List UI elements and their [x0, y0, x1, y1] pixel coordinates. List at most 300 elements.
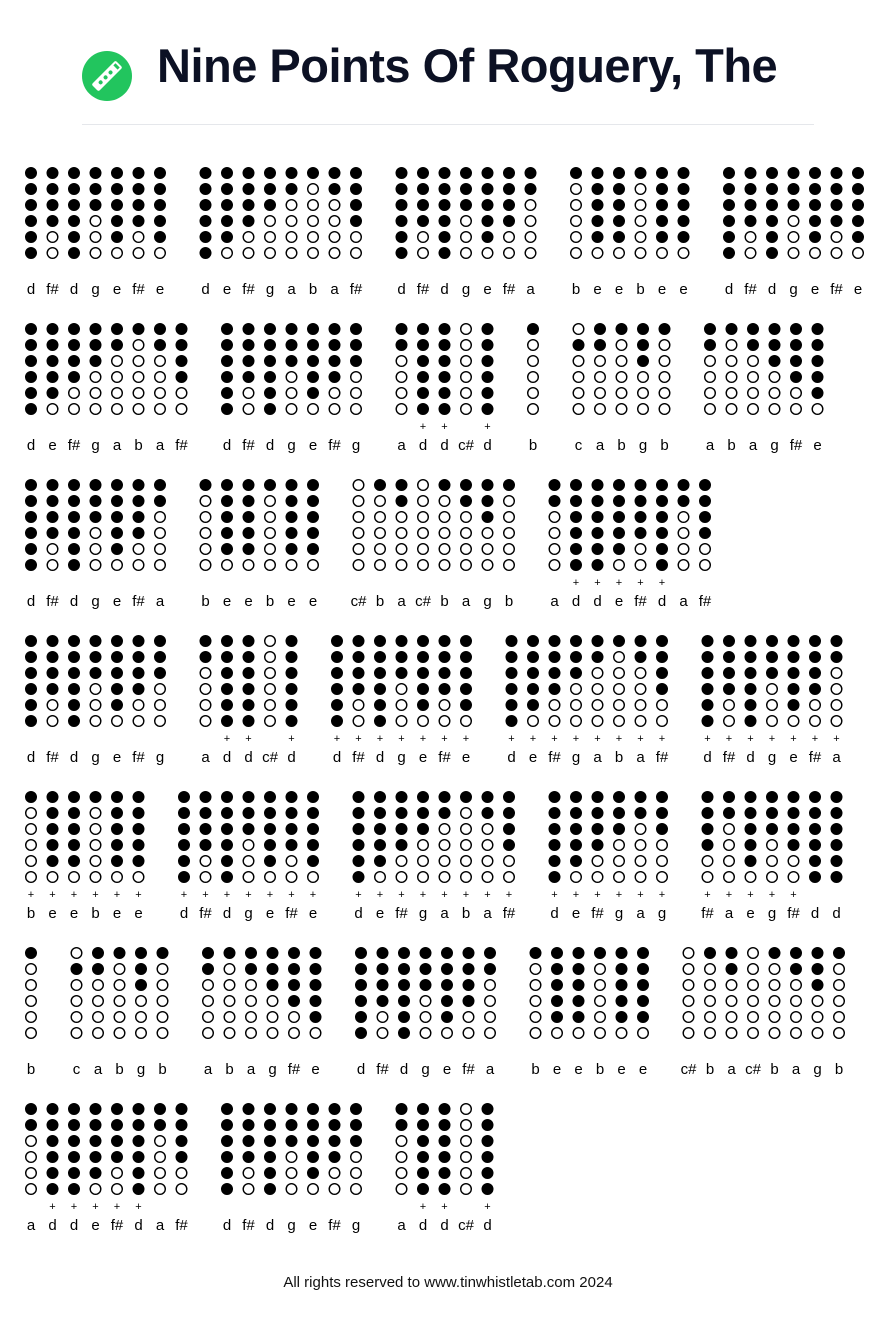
- finger-hole: [200, 652, 211, 663]
- finger-hole: [69, 684, 80, 695]
- finger-hole: [485, 1012, 496, 1023]
- finger-hole: [461, 808, 472, 819]
- finger-hole: [396, 684, 407, 695]
- finger-hole: [810, 684, 821, 695]
- finger-hole: [375, 700, 386, 711]
- note-label: e: [311, 1061, 320, 1078]
- finger-hole: [635, 636, 646, 647]
- finger-hole: [635, 700, 646, 711]
- note-label: e: [91, 1217, 100, 1234]
- finger-hole: [133, 1168, 144, 1179]
- tab-group: [705, 324, 823, 454]
- finger-hole: [791, 948, 802, 959]
- finger-hole: [396, 404, 407, 415]
- octave-plus-mark: +: [594, 889, 601, 901]
- finger-hole: [657, 544, 668, 555]
- finger-hole: [791, 980, 802, 991]
- octave-plus-mark: +: [92, 1201, 99, 1213]
- note-label: g: [638, 437, 648, 454]
- finger-hole: [482, 1136, 493, 1147]
- octave-plus-mark: +: [135, 1201, 142, 1213]
- note-label: a: [26, 1217, 36, 1234]
- finger-hole: [461, 496, 472, 507]
- finger-hole: [133, 200, 144, 211]
- finger-hole: [418, 1136, 429, 1147]
- octave-plus-mark: +: [202, 889, 209, 901]
- finger-hole: [286, 372, 297, 383]
- finger-hole: [657, 200, 668, 211]
- tab-group: [26, 948, 37, 1078]
- finger-hole: [243, 1168, 254, 1179]
- finger-hole: [767, 824, 778, 835]
- finger-hole: [243, 340, 254, 351]
- finger-hole: [133, 560, 144, 571]
- finger-hole: [592, 528, 603, 539]
- finger-hole: [353, 792, 364, 803]
- finger-hole: [571, 232, 582, 243]
- finger-hole: [133, 480, 144, 491]
- finger-hole: [638, 388, 649, 399]
- finger-hole: [308, 356, 319, 367]
- finger-hole: [504, 232, 515, 243]
- finger-hole: [745, 684, 756, 695]
- finger-hole: [442, 996, 453, 1007]
- finger-hole: [286, 792, 297, 803]
- note-label: d: [222, 437, 232, 454]
- finger-hole: [243, 324, 254, 335]
- finger-hole: [788, 792, 799, 803]
- finger-hole: [549, 684, 560, 695]
- finger-hole: [418, 856, 429, 867]
- finger-hole: [112, 528, 123, 539]
- finger-hole: [812, 404, 823, 415]
- finger-hole: [530, 1012, 541, 1023]
- finger-hole: [418, 340, 429, 351]
- finger-hole: [504, 168, 515, 179]
- note-label: e: [375, 905, 385, 922]
- finger-hole: [26, 856, 37, 867]
- finger-hole: [243, 388, 254, 399]
- finger-hole: [200, 232, 211, 243]
- finger-hole: [69, 340, 80, 351]
- finger-hole: [133, 1136, 144, 1147]
- finger-hole: [635, 480, 646, 491]
- finger-hole: [136, 980, 147, 991]
- finger-hole: [243, 512, 254, 523]
- finger-hole: [482, 560, 493, 571]
- finger-hole: [399, 980, 410, 991]
- finger-hole: [791, 964, 802, 975]
- note-label: f#: [808, 749, 822, 766]
- finger-hole: [200, 480, 211, 491]
- finger-hole: [375, 808, 386, 819]
- note-label: g: [418, 905, 428, 922]
- finger-hole: [47, 684, 58, 695]
- finger-hole: [69, 560, 80, 571]
- finger-hole: [157, 1012, 168, 1023]
- note-label: a: [461, 593, 471, 610]
- finger-hole: [724, 824, 735, 835]
- finger-hole: [831, 840, 842, 851]
- finger-hole: [528, 684, 539, 695]
- finger-hole: [69, 1104, 80, 1115]
- finger-hole: [439, 200, 450, 211]
- finger-hole: [133, 808, 144, 819]
- finger-hole: [482, 216, 493, 227]
- finger-hole: [112, 1120, 123, 1131]
- finger-hole: [638, 964, 649, 975]
- finger-hole: [573, 324, 584, 335]
- finger-hole: [26, 248, 37, 259]
- note-label: c#: [680, 1061, 697, 1078]
- finger-hole: [482, 512, 493, 523]
- octave-plus-mark: +: [70, 889, 78, 901]
- finger-hole: [286, 168, 297, 179]
- finger-hole: [375, 872, 386, 883]
- finger-hole: [482, 1104, 493, 1115]
- finger-hole: [155, 512, 166, 523]
- note-label: d: [810, 905, 820, 922]
- finger-hole: [286, 404, 297, 415]
- finger-hole: [26, 948, 37, 959]
- finger-hole: [482, 388, 493, 399]
- note-label: f#: [110, 1217, 124, 1234]
- finger-hole: [308, 824, 319, 835]
- finger-hole: [439, 684, 450, 695]
- finger-hole: [243, 356, 254, 367]
- finger-hole: [552, 948, 563, 959]
- note-label: c#: [745, 1061, 761, 1078]
- finger-hole: [71, 964, 82, 975]
- finger-hole: [810, 840, 821, 851]
- finger-hole: [90, 528, 101, 539]
- finger-hole: [222, 700, 233, 711]
- finger-hole: [726, 948, 737, 959]
- note-label: d: [550, 905, 559, 922]
- finger-hole: [69, 480, 80, 491]
- finger-hole: [375, 668, 386, 679]
- finger-hole: [375, 560, 386, 571]
- finger-hole: [26, 560, 37, 571]
- finger-hole: [396, 792, 407, 803]
- finger-hole: [638, 356, 649, 367]
- finger-hole: [351, 184, 362, 195]
- finger-hole: [788, 872, 799, 883]
- finger-hole: [112, 200, 123, 211]
- finger-hole: [112, 480, 123, 491]
- octave-plus-mark: +: [288, 889, 295, 901]
- tab-group: [356, 948, 496, 1078]
- finger-hole: [595, 324, 606, 335]
- finger-hole: [396, 636, 407, 647]
- finger-hole: [831, 808, 842, 819]
- finger-hole: [133, 636, 144, 647]
- note-label: c#: [350, 593, 367, 610]
- tab-group: [353, 792, 516, 922]
- note-label: g: [351, 437, 361, 454]
- finger-hole: [286, 216, 297, 227]
- finger-hole: [351, 356, 362, 367]
- finger-hole: [831, 668, 842, 679]
- finger-hole: [635, 684, 646, 695]
- finger-hole: [678, 216, 689, 227]
- finger-hole: [396, 216, 407, 227]
- finger-hole: [399, 996, 410, 1007]
- octave-plus-mark: +: [376, 889, 384, 901]
- note-label: d: [418, 1217, 428, 1234]
- finger-hole: [767, 792, 778, 803]
- finger-hole: [418, 544, 429, 555]
- finger-hole: [595, 980, 606, 991]
- finger-hole: [356, 964, 367, 975]
- finger-hole: [396, 652, 407, 663]
- finger-hole: [112, 1184, 123, 1195]
- finger-hole: [504, 528, 515, 539]
- note-label: a: [201, 749, 210, 766]
- finger-hole: [133, 232, 144, 243]
- finger-hole: [155, 324, 166, 335]
- finger-hole: [705, 948, 716, 959]
- finger-hole: [47, 1152, 58, 1163]
- finger-hole: [726, 1028, 737, 1039]
- finger-hole: [461, 560, 472, 571]
- finger-hole: [377, 1028, 388, 1039]
- finger-hole: [69, 824, 80, 835]
- octave-plus-mark: +: [441, 889, 448, 901]
- note-label: g: [397, 749, 406, 766]
- finger-hole: [657, 636, 668, 647]
- finger-hole: [329, 232, 340, 243]
- finger-hole: [203, 1012, 214, 1023]
- finger-hole: [616, 996, 627, 1007]
- finger-hole: [635, 232, 646, 243]
- finger-hole: [528, 340, 539, 351]
- finger-hole: [769, 324, 780, 335]
- finger-hole: [112, 544, 123, 555]
- note-label: a: [330, 281, 339, 298]
- finger-hole: [71, 948, 82, 959]
- finger-hole: [810, 652, 821, 663]
- finger-hole: [222, 684, 233, 695]
- note-label: g: [571, 749, 581, 766]
- finger-hole: [504, 248, 515, 259]
- finger-hole: [678, 200, 689, 211]
- finger-hole: [47, 1184, 58, 1195]
- finger-hole: [246, 980, 257, 991]
- note-label: e: [614, 281, 624, 298]
- finger-hole: [353, 808, 364, 819]
- finger-hole: [26, 324, 37, 335]
- finger-hole: [748, 388, 759, 399]
- tab-group: [396, 1104, 493, 1234]
- note-label: e: [789, 749, 798, 766]
- finger-hole: [90, 856, 101, 867]
- finger-hole: [705, 996, 716, 1007]
- finger-hole: [791, 388, 802, 399]
- finger-hole: [243, 700, 254, 711]
- finger-hole: [439, 324, 450, 335]
- finger-hole: [482, 1184, 493, 1195]
- finger-hole: [700, 480, 711, 491]
- finger-hole: [745, 184, 756, 195]
- note-label: d: [483, 1217, 492, 1234]
- octave-plus-mark: +: [637, 889, 644, 901]
- finger-hole: [418, 372, 429, 383]
- finger-hole: [396, 200, 407, 211]
- finger-hole: [812, 980, 823, 991]
- finger-hole: [461, 1104, 472, 1115]
- finger-hole: [638, 1028, 649, 1039]
- finger-hole: [659, 340, 670, 351]
- finger-hole: [418, 1184, 429, 1195]
- footer-copyright: All rights reserved to www.tinwhistletab.com 2024: [283, 1274, 613, 1291]
- finger-hole: [616, 372, 627, 383]
- finger-hole: [26, 652, 37, 663]
- finger-hole: [748, 372, 759, 383]
- finger-hole: [155, 528, 166, 539]
- finger-hole: [308, 1136, 319, 1147]
- finger-hole: [222, 232, 233, 243]
- finger-hole: [571, 684, 582, 695]
- finger-hole: [549, 856, 560, 867]
- finger-hole: [748, 964, 759, 975]
- finger-hole: [176, 324, 187, 335]
- finger-hole: [791, 340, 802, 351]
- finger-hole: [396, 248, 407, 259]
- finger-hole: [69, 840, 80, 851]
- finger-hole: [504, 480, 515, 491]
- finger-hole: [552, 1028, 563, 1039]
- finger-hole: [26, 480, 37, 491]
- finger-hole: [485, 980, 496, 991]
- finger-hole: [549, 792, 560, 803]
- octave-plus-mark: +: [288, 733, 295, 745]
- finger-hole: [726, 356, 737, 367]
- finger-hole: [549, 872, 560, 883]
- finger-hole: [222, 324, 233, 335]
- finger-hole: [375, 856, 386, 867]
- octave-plus-mark: +: [333, 733, 341, 745]
- finger-hole: [375, 544, 386, 555]
- finger-hole: [308, 168, 319, 179]
- finger-hole: [700, 544, 711, 555]
- finger-hole: [329, 1184, 340, 1195]
- note-label: e: [442, 1061, 452, 1078]
- finger-hole: [112, 668, 123, 679]
- finger-hole: [222, 1104, 233, 1115]
- octave-plus-mark: +: [484, 421, 491, 433]
- note-label: a: [93, 1061, 103, 1078]
- finger-hole: [155, 684, 166, 695]
- finger-hole: [442, 964, 453, 975]
- finger-hole: [375, 824, 386, 835]
- finger-hole: [439, 1168, 450, 1179]
- note-label: g: [244, 905, 253, 922]
- finger-hole: [614, 872, 625, 883]
- finger-hole: [265, 1168, 276, 1179]
- finger-hole: [831, 700, 842, 711]
- tab-group: [200, 636, 297, 766]
- note-label: g: [351, 1217, 361, 1234]
- finger-hole: [69, 716, 80, 727]
- note-label: e: [813, 437, 822, 454]
- note-label: d: [507, 749, 516, 766]
- finger-hole: [133, 372, 144, 383]
- note-label: d: [265, 1217, 275, 1234]
- finger-hole: [356, 1028, 367, 1039]
- finger-hole: [200, 808, 211, 819]
- finger-hole: [112, 496, 123, 507]
- finger-hole: [222, 372, 233, 383]
- finger-hole: [93, 980, 104, 991]
- finger-hole: [353, 840, 364, 851]
- finger-hole: [439, 168, 450, 179]
- finger-hole: [461, 872, 472, 883]
- note-label: f#: [744, 281, 757, 298]
- finger-hole: [222, 840, 233, 851]
- finger-hole: [504, 824, 515, 835]
- finger-hole: [308, 324, 319, 335]
- note-label: d: [26, 749, 36, 766]
- finger-hole: [136, 1028, 147, 1039]
- finger-hole: [571, 824, 582, 835]
- finger-hole: [614, 232, 625, 243]
- finger-hole: [243, 1136, 254, 1147]
- finger-hole: [592, 792, 603, 803]
- note-label: e: [746, 905, 755, 922]
- finger-hole: [810, 856, 821, 867]
- note-label: e: [244, 593, 253, 610]
- finger-hole: [853, 184, 864, 195]
- finger-hole: [504, 792, 515, 803]
- octave-plus-mark: +: [768, 889, 776, 901]
- finger-hole: [726, 996, 737, 1007]
- finger-hole: [702, 872, 713, 883]
- finger-hole: [329, 200, 340, 211]
- finger-hole: [69, 636, 80, 647]
- finger-hole: [595, 1028, 606, 1039]
- finger-hole: [308, 1152, 319, 1163]
- finger-hole: [702, 716, 713, 727]
- finger-hole: [528, 716, 539, 727]
- note-label: e: [679, 281, 688, 298]
- octave-plus-mark: +: [441, 1201, 448, 1213]
- finger-hole: [26, 824, 37, 835]
- note-label: a: [832, 749, 841, 766]
- finger-hole: [265, 872, 276, 883]
- finger-hole: [155, 372, 166, 383]
- finger-hole: [133, 496, 144, 507]
- finger-hole: [528, 388, 539, 399]
- finger-hole: [112, 1168, 123, 1179]
- finger-hole: [788, 168, 799, 179]
- finger-hole: [614, 528, 625, 539]
- note-label: g: [155, 749, 165, 766]
- finger-hole: [482, 872, 493, 883]
- tab-group: [222, 1104, 362, 1234]
- octave-plus-mark: +: [245, 733, 252, 745]
- finger-hole: [26, 1152, 37, 1163]
- note-label: a: [155, 1217, 165, 1234]
- finger-hole: [767, 808, 778, 819]
- finger-hole: [461, 356, 472, 367]
- finger-hole: [90, 668, 101, 679]
- finger-hole: [265, 496, 276, 507]
- note-label: c: [574, 437, 583, 454]
- finger-hole: [289, 1012, 300, 1023]
- note-label: d: [222, 749, 232, 766]
- finger-hole: [418, 684, 429, 695]
